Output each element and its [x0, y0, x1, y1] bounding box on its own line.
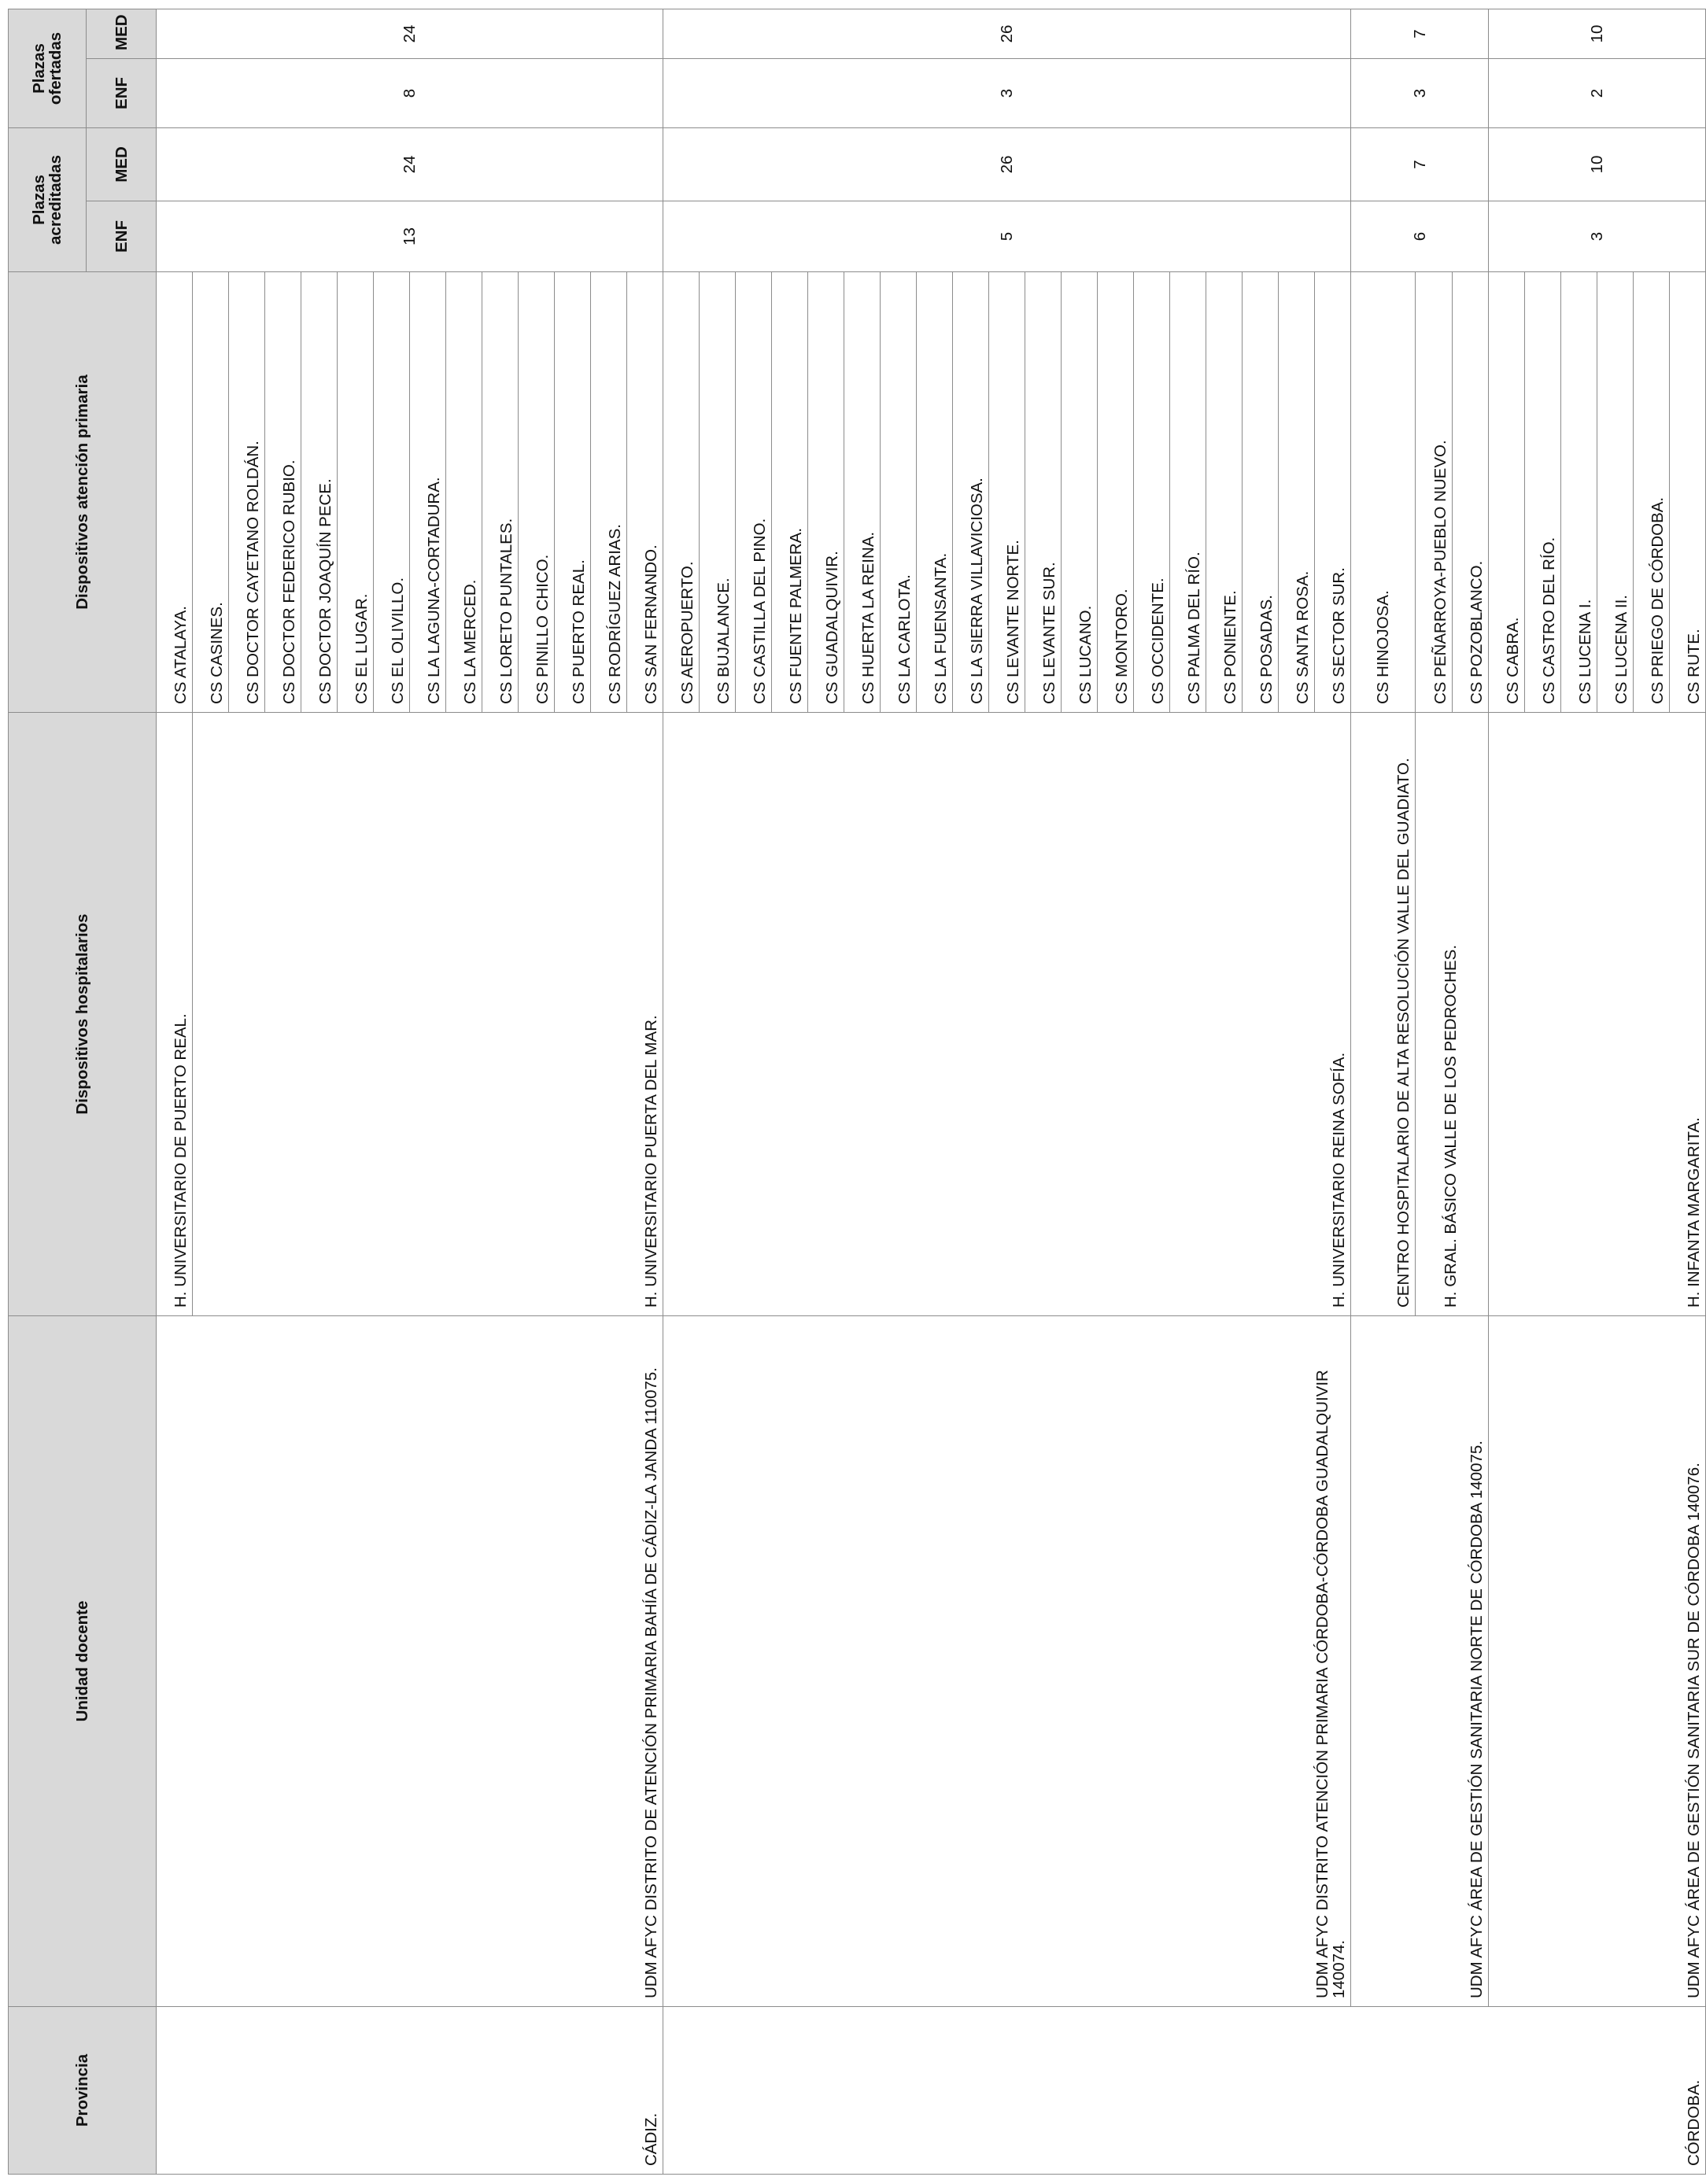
list-item: CS LORETO PUNTALES. [482, 272, 519, 713]
header-dispositivos-hospitalarios: Dispositivos hospitalarios [9, 713, 157, 1316]
acreditadas-med-sur: 10 [1489, 127, 1706, 201]
unidad-cadiz-bahia: UDM AFYC DISTRITO DE ATENCIÓN PRIMARIA BAHÍA DE CÁDIZ-LA JANDA 110075. [157, 1316, 663, 2007]
list-item: CS GUADALQUIVIR. [808, 272, 844, 713]
list-item: CS LA SIERRA VILLAVICIOSA. [953, 272, 989, 713]
provincia-cordoba: CÓRDOBA. [663, 2007, 1706, 2175]
hospital-puerta-del-mar: H. UNIVERSITARIO PUERTA DEL MAR. [193, 713, 663, 1316]
list-item: CS CASTRO DEL RÍO. [1525, 272, 1561, 713]
header-acreditadas-enf: ENF [87, 201, 157, 272]
acreditadas-med-guadalquivir: 26 [663, 127, 1351, 201]
list-item: CS OCCIDENTE. [1134, 272, 1170, 713]
list-item: CS ATALAYA. [157, 272, 193, 713]
list-item: CS PUERTO REAL. [555, 272, 591, 713]
list-item: CS SECTOR SUR. [1315, 272, 1351, 713]
ofertadas-enf-norte: 3 [1351, 58, 1489, 127]
list-item: CS MONTORO. [1098, 272, 1134, 713]
unidad-cordoba-guadalquivir: UDM AFYC DISTRITO ATENCIÓN PRIMARIA CÓRDOBA-CÓRDOBA GUADALQUIVIR 140074. [663, 1316, 1351, 2007]
hospital-infanta-margarita: H. INFANTA MARGARITA. [1489, 713, 1706, 1316]
list-item: CS PONIENTE. [1206, 272, 1243, 713]
header-ofertadas-med: MED [87, 9, 157, 58]
list-item: CS LA CARLOTA. [881, 272, 917, 713]
table-header [9, 9, 157, 2174]
list-item: CS PEÑARROYA-PUEBLO NUEVO. [1416, 272, 1453, 713]
header-ofertadas-enf: ENF [87, 58, 157, 127]
list-item: CS LEVANTE NORTE. [989, 272, 1025, 713]
acreditadas-enf-norte: 6 [1351, 201, 1489, 272]
list-item: CS DOCTOR FEDERICO RUBIO. [265, 272, 301, 713]
unidad-cordoba-norte: UDM AFYC ÁREA DE GESTIÓN SANITARIA NORTE DE CÓRDOBA 140075. [1351, 1316, 1489, 2007]
list-item: CS HINOJOSA. [1351, 272, 1416, 713]
plazas-table [8, 9, 1706, 2175]
acreditadas-enf-cadiz: 13 [157, 201, 663, 272]
list-item: CS BUJALANCE. [700, 272, 736, 713]
provincia-cadiz: CÁDIZ. [157, 2007, 663, 2175]
list-item: CS PINILLO CHICO. [519, 272, 555, 713]
list-item: CS RODRÍGUEZ ARIAS. [591, 272, 627, 713]
list-item: CS CASINES. [193, 272, 229, 713]
unidad-cordoba-sur: UDM AFYC ÁREA DE GESTIÓN SANITARIA SUR DE CÓRDOBA 140076. [1489, 1316, 1706, 2007]
list-item: CS LEVANTE SUR. [1025, 272, 1062, 713]
ofertadas-med-guadalquivir: 26 [663, 9, 1351, 58]
list-item: CS EL OLIVILLO. [374, 272, 410, 713]
hospital-puerto-real: H. UNIVERSITARIO DE PUERTO REAL. [157, 713, 193, 1316]
header-unidad-docente: Unidad docente [9, 1316, 157, 2007]
list-item: CS LA LAGUNA-CORTADURA. [410, 272, 446, 713]
list-item: CS LUCENA I. [1561, 272, 1597, 713]
list-item: CS LUCENA II. [1597, 272, 1634, 713]
acreditadas-med-norte: 7 [1351, 127, 1489, 201]
acreditadas-med-cadiz: 24 [157, 127, 663, 201]
header-plazas-acreditadas: Plazas acreditadas [9, 127, 87, 271]
list-item: CS SANTA ROSA. [1279, 272, 1315, 713]
ofertadas-enf-cadiz: 8 [157, 58, 663, 127]
list-item: CS DOCTOR CAYETANO ROLDÁN. [229, 272, 265, 713]
list-item: CS CABRA. [1489, 272, 1525, 713]
header-provincia: Provincia [9, 2007, 157, 2175]
list-item: CS RUTE. [1670, 272, 1706, 713]
ofertadas-enf-sur: 2 [1489, 58, 1706, 127]
list-item: CS LA MERCED. [446, 272, 482, 713]
list-item: CS FUENTE PALMERA. [772, 272, 808, 713]
list-item: CS HUERTA LA REINA. [844, 272, 881, 713]
list-item: CS POSADAS. [1243, 272, 1279, 713]
list-item: CS PRIEGO DE CÓRDOBA. [1634, 272, 1670, 713]
header-acreditadas-med: MED [87, 127, 157, 201]
ofertadas-med-cadiz: 24 [157, 9, 663, 58]
header-plazas-ofertadas: Plazas ofertadas [9, 9, 87, 127]
ofertadas-med-norte: 7 [1351, 9, 1489, 58]
ofertadas-med-sur: 10 [1489, 9, 1706, 58]
hospital-valle-del-guadiato: CENTRO HOSPITALARIO DE ALTA RESOLUCIÓN VALLE DEL GUADIATO. [1351, 713, 1416, 1316]
acreditadas-enf-guadalquivir: 5 [663, 201, 1351, 272]
acreditadas-enf-sur: 3 [1489, 201, 1706, 272]
list-item: CS POZOBLANCO. [1453, 272, 1489, 713]
list-item: CS LUCANO. [1062, 272, 1098, 713]
list-item: CS EL LUGAR. [338, 272, 374, 713]
list-item: CS LA FUENSANTA. [917, 272, 953, 713]
list-item: CS AEROPUERTO. [663, 272, 700, 713]
hospital-reina-sofia: H. UNIVERSITARIO REINA SOFÍA. [663, 713, 1351, 1316]
list-item: CS SAN FERNANDO. [627, 272, 663, 713]
list-item: CS PALMA DEL RÍO. [1170, 272, 1206, 713]
list-item: CS CASTILLA DEL PINO. [736, 272, 772, 713]
ofertadas-enf-guadalquivir: 3 [663, 58, 1351, 127]
list-item: CS DOCTOR JOAQUÍN PECE. [301, 272, 338, 713]
hospital-valle-de-los-pedroches: H. GRAL. BÁSICO VALLE DE LOS PEDROCHES. [1416, 713, 1489, 1316]
header-dispositivos-atencion-primaria: Dispositivos atención primaria [9, 272, 157, 713]
